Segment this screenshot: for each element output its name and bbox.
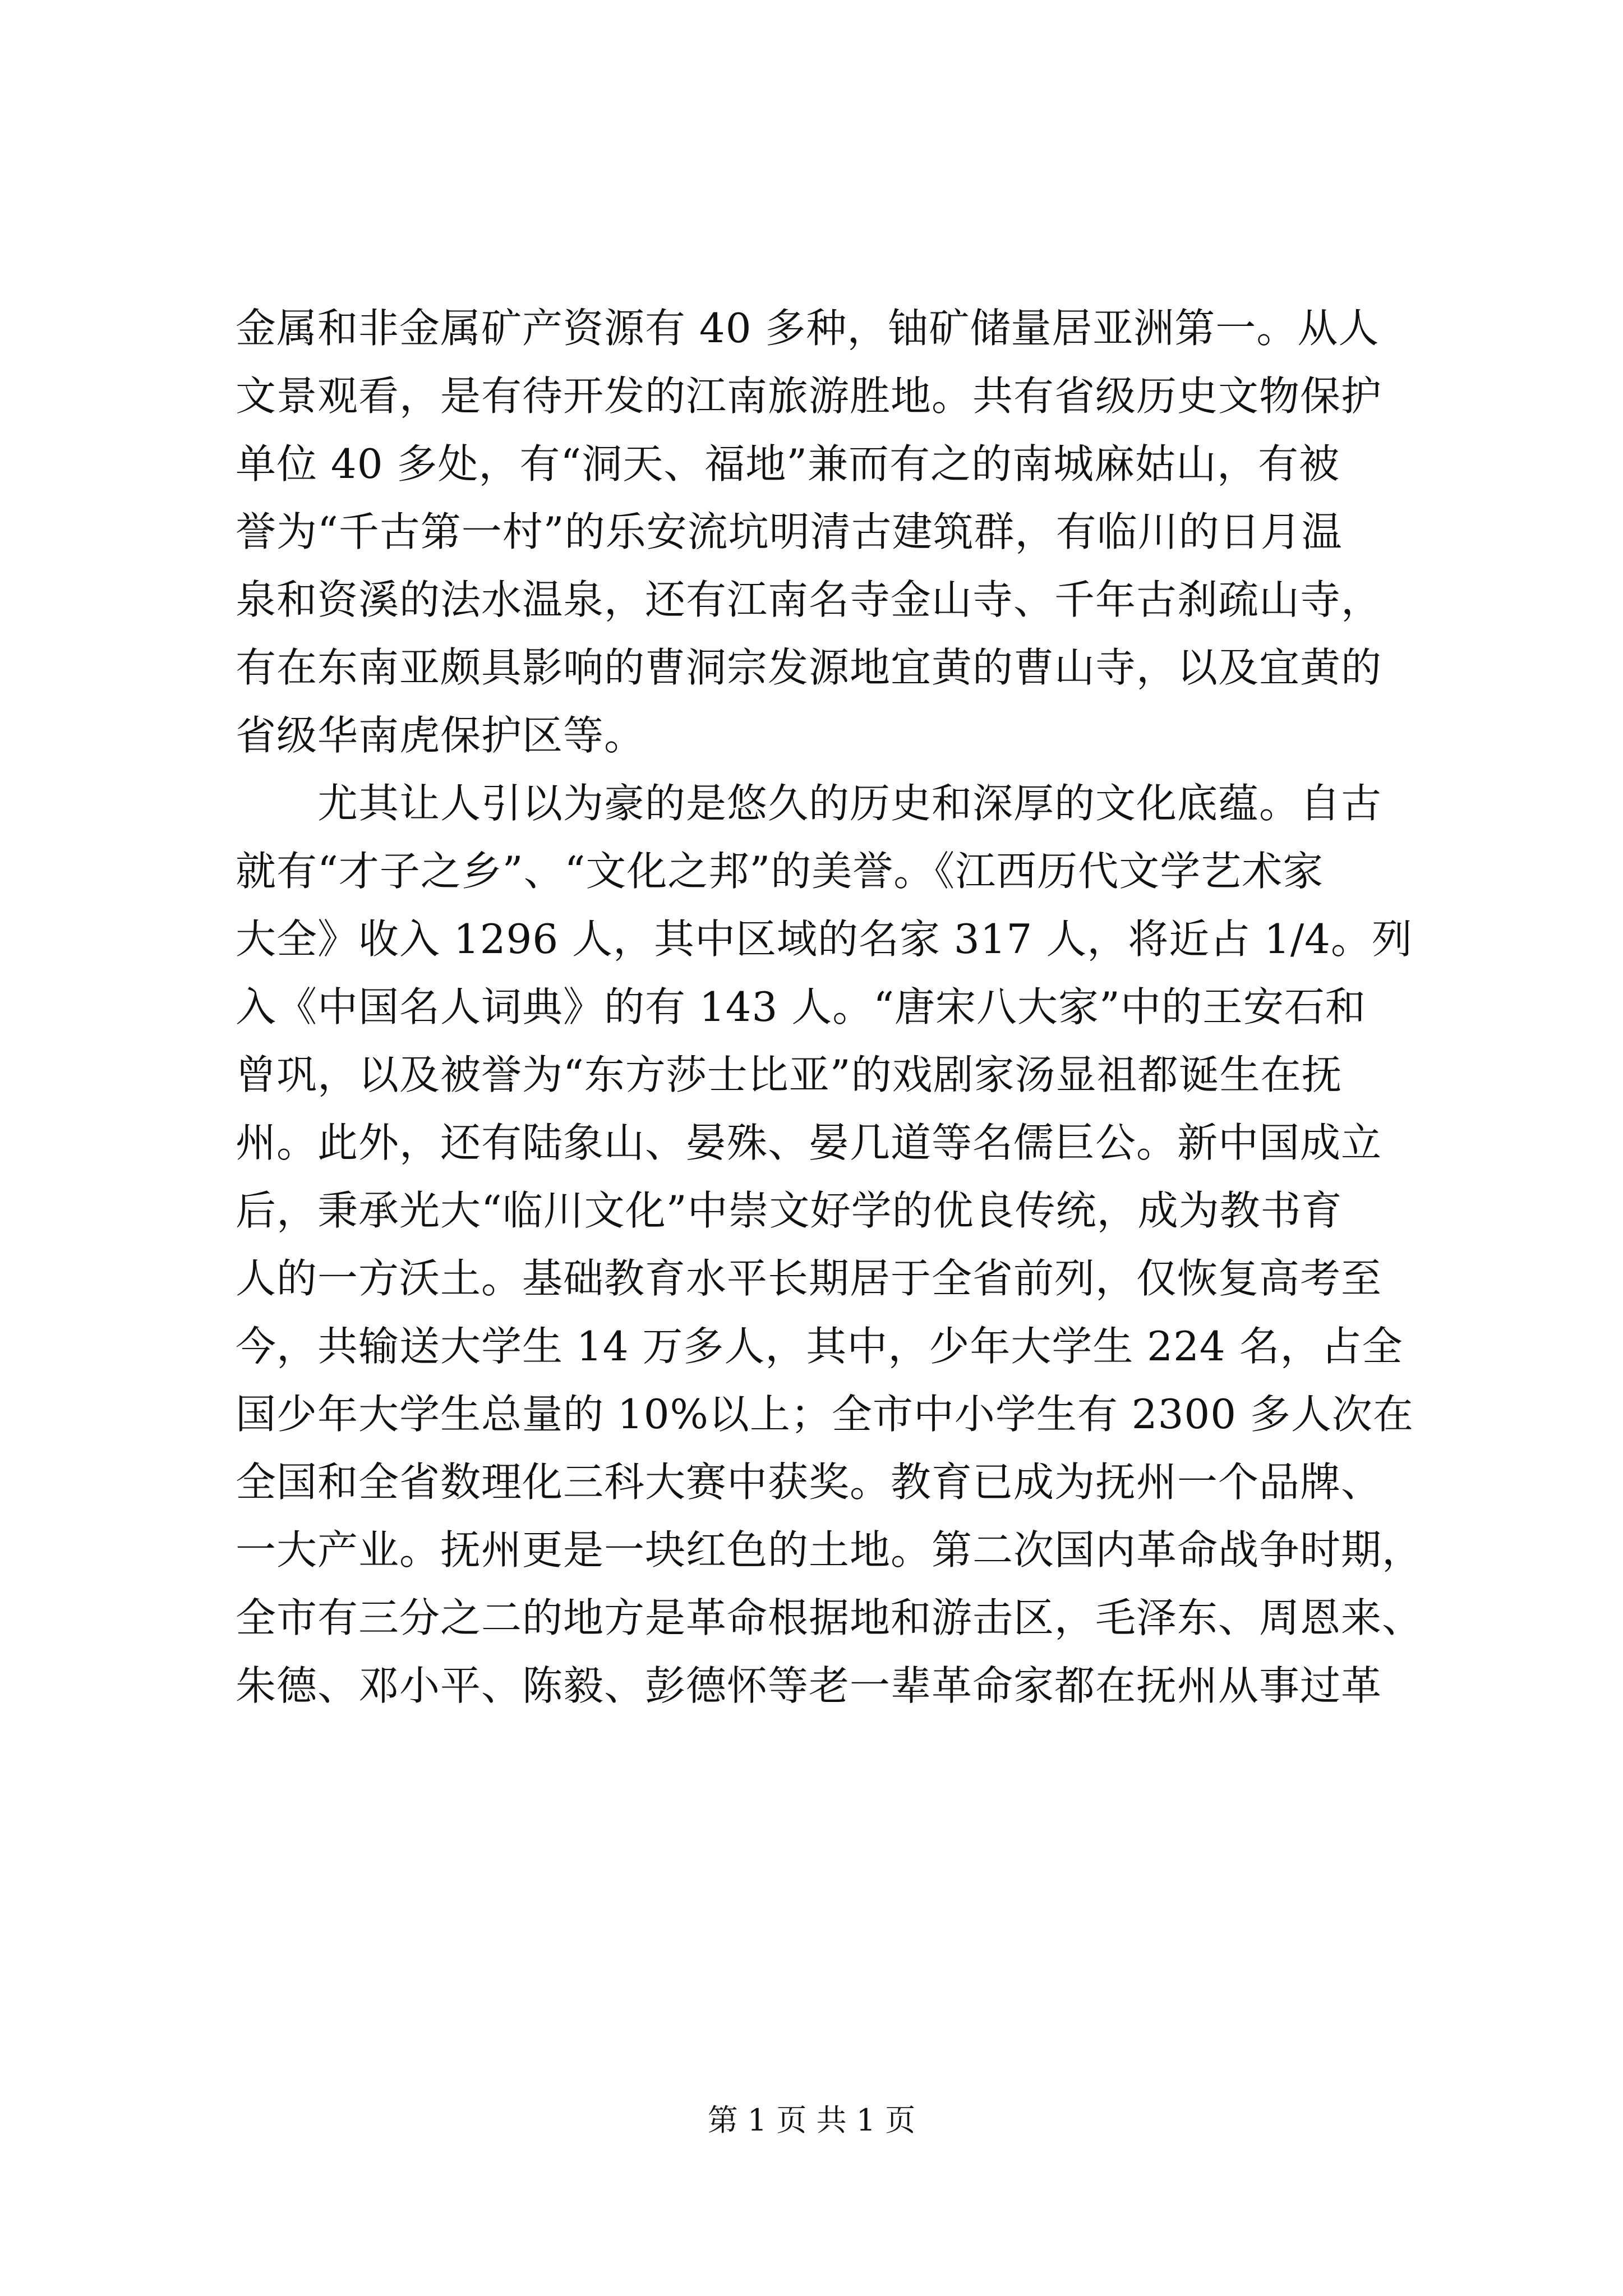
text-line: 全国和全省数理化三科大赛中获奖。教育已成为抚州一个品牌、	[236, 1458, 1382, 1506]
text-line: 朱德、邓小平、陈毅、彭德怀等老一辈革命家都在抚州从事过革	[236, 1662, 1382, 1709]
text-line: 州。此外，还有陆象山、晏殊、晏几道等名儒巨公。新中国成立	[236, 1119, 1382, 1166]
text-line: 人的一方沃土。基础教育水平长期居于全省前列，仅恢复高考至	[236, 1255, 1382, 1302]
text-line: 大全》收入 1296 人，其中区域的名家 317 人，将近占 1/4。列	[236, 915, 1413, 963]
text-line: 后，秉承光大“临川文化”中崇文好学的优良传统，成为教书育	[236, 1187, 1343, 1234]
text-line: 尤其让人引以为豪的是悠久的历史和深厚的文化底蕴。自古	[236, 780, 1382, 827]
text-line: 单位 40 多处，有“洞天、福地”兼而有之的南城麻姑山，有被	[236, 440, 1340, 487]
text-line: 有在东南亚颇具影响的曹洞宗发源地宜黄的曹山寺，以及宜黄的	[236, 644, 1382, 691]
text-line: 文景观看，是有待开发的江南旅游胜地。共有省级历史文物保护	[236, 372, 1382, 420]
text-line: 金属和非金属矿产资源有 40 多种，铀矿储量居亚洲第一。从人	[236, 305, 1380, 352]
text-line: 今，共输送大学生 14 万多人，其中，少年大学生 224 名，占全	[236, 1323, 1403, 1370]
text-line: 省级华南虎保护区等。	[236, 712, 645, 759]
text-line: 誉为“千古第一村”的乐安流坑明清古建筑群，有临川的日月温	[236, 508, 1343, 555]
page-footer: 第 1 页 共 1 页	[707, 2102, 916, 2138]
text-line: 国少年大学生总量的 10%以上；全市中小学生有 2300 多人次在	[236, 1391, 1414, 1438]
text-line: 入《中国名人词典》的有 143 人。“唐宋八大家”中的王安石和	[236, 983, 1366, 1030]
text-line: 就有“才子之乡”、“文化之邦”的美誉。《江西历代文学艺术家	[236, 848, 1324, 895]
text-line: 泉和资溪的法水温泉，还有江南名寺金山寺、千年古刹疏山寺，	[236, 576, 1382, 623]
body-text	[236, 295, 1423, 1720]
text-line: 全市有三分之二的地方是革命根据地和游击区，毛泽东、周恩来、	[236, 1594, 1423, 1641]
text-line: 一大产业。抚州更是一块红色的土地。第二次国内革命战争时期，	[236, 1526, 1423, 1573]
text-line: 曾巩，以及被誉为“东方莎士比亚”的戏剧家汤显祖都诞生在抚	[236, 1051, 1343, 1098]
